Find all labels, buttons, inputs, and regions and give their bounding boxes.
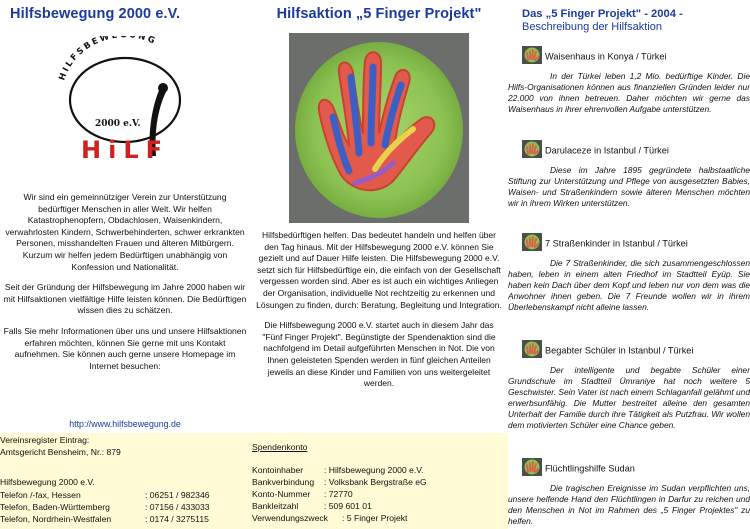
project-paragraph: Hilfsbedürftigen helfen. Das bedeutet handeln und helfen über den Tag hinaus. Mit der Hilfsbewegung 2000 e.V. können Sie gezielt und auf Dauer Hilfe leisten. Die Hilfsbewegung 2000 e.V. setzt sich für Hilfsbedürftige ein, die einfach von der Gesellschaft vergessen worden sind. Aber es ist auch ein wichtiges Anliegen der Organisation, individuelle Not rechtzeitig zu erkennen und Lösungen zu finden, durch: Beratung, Begleitung und Integration. <box>256 230 502 310</box>
phone-label: Telefon, Nordrhein-Westfalen <box>0 514 112 524</box>
phone-value: : 06251 / 982346 <box>145 490 210 500</box>
account-value: : 72770 <box>324 489 353 499</box>
account-value: : 5 Finger Projekt <box>342 513 408 523</box>
item-heading: Begabter Schüler in Istanbul / Türkei <box>545 345 694 356</box>
item-heading: Darulaceze in Istanbul / Türkei <box>545 145 669 156</box>
phone-value: : 0174 / 3275115 <box>145 514 209 524</box>
association-title: Hilfsbewegung 2000 e.V. <box>10 6 181 22</box>
item-text: Die tragischen Ereignisse im Sudan verpflichten uns, unsere helfende Hand den Flüchtlingen in Darfur zu reichen und den Menschen in Not im Rahmen des „5 Finger Projektes" zu helfen. <box>508 483 750 526</box>
item-text: In der Türkei leben 1,2 Mio. bedürftige Kinder. Die Hilfs-Organisationen können aus finanziellen Gründen leider nur 22.000 von ihnen betreuen. Daher möchten wir gerne das Waisenhaus in ihrer ehrenvollen Aufgabe unterstützen. <box>508 71 750 114</box>
account-label: Verwendungszweck <box>252 513 328 523</box>
register-court: Amtsgericht Bensheim, Nr.: 879 <box>0 447 121 457</box>
account-value: : 509 601 01 <box>324 501 372 511</box>
phone-label: Telefon /-fax, Hessen <box>0 490 81 500</box>
project-item <box>508 233 750 313</box>
hand-badge-icon <box>522 458 542 480</box>
column-association <box>0 0 250 529</box>
account-label: Bankverbindung <box>252 477 315 487</box>
donation-account <box>250 433 508 529</box>
hand-badge-icon <box>522 46 542 68</box>
logo-brand-text: HiLF <box>81 136 169 164</box>
association-footer <box>0 433 250 529</box>
hand-badge-icon <box>522 140 542 162</box>
item-heading: Waisenhaus in Konya / Türkei <box>545 51 667 62</box>
item-text: Die 7 Straßenkinder, die sich zusammengeschlossen haben, leben in einem alten Friedhof im Stadtteil Eyüp. Sie haben kein Dach über dem Kopf und leben nur von dem was die Anwohner ihnen geben. Die 7 Freunde wollen wir in ihrem Überlebenskampf nicht alleine lassen. <box>508 258 750 312</box>
item-heading: Flüchtlingshilfe Sudan <box>545 463 635 474</box>
project-description <box>254 230 504 399</box>
register-heading: Vereinsregister Eintrag: <box>0 435 90 445</box>
account-label: Kontoinhaber <box>252 465 304 475</box>
phone-label: Telefon, Baden-Württemberg <box>0 502 110 512</box>
item-heading: 7 Straßenkinder in Istanbul / Türkei <box>545 238 688 249</box>
description-title-line1: Das „5 Finger Projekt" - 2004 - <box>522 8 683 20</box>
project-paragraph: Die Hilfsbewegung 2000 e.V. startet auch in diesem Jahr das "Fünf Finger Projekt". Begünstigte der Spendenaktion sind die nachfolgend im Detail aufgeführten Menschen in Not. Die von Ihnen geleisteten Spenden werden in fünf gleichen Anteilen jeweils an diese Kinder und Familien von uns weitergeleitet werden. <box>262 320 496 389</box>
logo <box>40 36 210 166</box>
homepage-link[interactable]: http://www.hilfsbewegung.de <box>69 419 181 429</box>
logo-arc-text: HILFSBEW NG <box>57 36 159 82</box>
item-text: Diese im Jahre 1895 gegründete halbstaatliche Stiftung zur Unterstützung und Pflege von ausgesetzten Babies, Waisen- und Straßenkindern sowie älteren Menschen möchten wir in ihrem Wirken unterstützen. <box>508 165 750 208</box>
project-item <box>508 46 750 115</box>
history-paragraph: Seit der Gründung der Hilfsbewegung im Jahre 2000 haben wir mit Hilfsaktionen vielfältige Hilfe leisten können. Die Bedürftigen wissen dies zu schätzen. <box>3 282 247 316</box>
project-title: Hilfsaktion „5 Finger Projekt" <box>276 6 482 22</box>
association-intro <box>3 192 247 381</box>
account-label: Bankleitzahl <box>252 501 299 511</box>
intro-paragraph: Wir sind ein gemeinnütziger Verein zur Unterstützung bedürftiger Menschen in aller Welt. Wir helfen Katastrophenopfern, Obdachlosen, Waisenkindern, verwahrlosten Kindern, Schwerbehinderten, schwer erkrankten Personen, misshandelten Frauen und älteren Mitbürgern. Kurzum wir helfen jedem Bedürftigen unabhängig von Konfession und Nationalität. <box>5 192 245 272</box>
column-description <box>508 0 750 529</box>
account-title: Spendenkonto <box>252 442 308 452</box>
account-label: Konto-Nummer <box>252 489 311 499</box>
description-title-line2: Beschreibung der Hilfsaktion <box>522 21 663 33</box>
phone-value: : 07156 / 433033 <box>145 502 210 512</box>
account-value: : Hilfsbewegung 2000 e.V. <box>324 465 424 475</box>
column-project <box>250 0 508 529</box>
project-item <box>508 140 750 209</box>
hand-badge-icon <box>522 233 542 255</box>
item-text: Der intelligente und begabte Schüler einer Grundschule im Stadtteil Ümraniye hat noch weitere 5 Geschwister. Sein Vater ist nach einem Schlaganfall gelähmt und erwerbsunfähig. Die Mutter bestreitet alleine den gesamten Unterhalt der Familie durch ihre Tätigkeit als Putzfrau. Wir wollen dem motivierten Schüler eine Chance geben. <box>508 365 750 430</box>
description-title <box>522 8 750 34</box>
project-item <box>508 458 750 527</box>
account-value: : Volksbank Bergstraße eG <box>324 477 427 487</box>
hand-image <box>289 33 469 223</box>
contact-paragraph: Falls Sie mehr Informationen über uns und unsere Hilfsaktionen erfahren möchten, können Sie gerne mit uns Kontakt aufnehmen. Sie können auch gerne unsere Homepage im Internet besuchen: <box>3 325 247 371</box>
hand-badge-icon <box>522 340 542 362</box>
footer-org-name: Hilfsbewegung 2000 e.V. <box>0 477 95 487</box>
logo-year-text: 2000 e.V. <box>95 119 141 129</box>
project-item <box>508 340 750 430</box>
